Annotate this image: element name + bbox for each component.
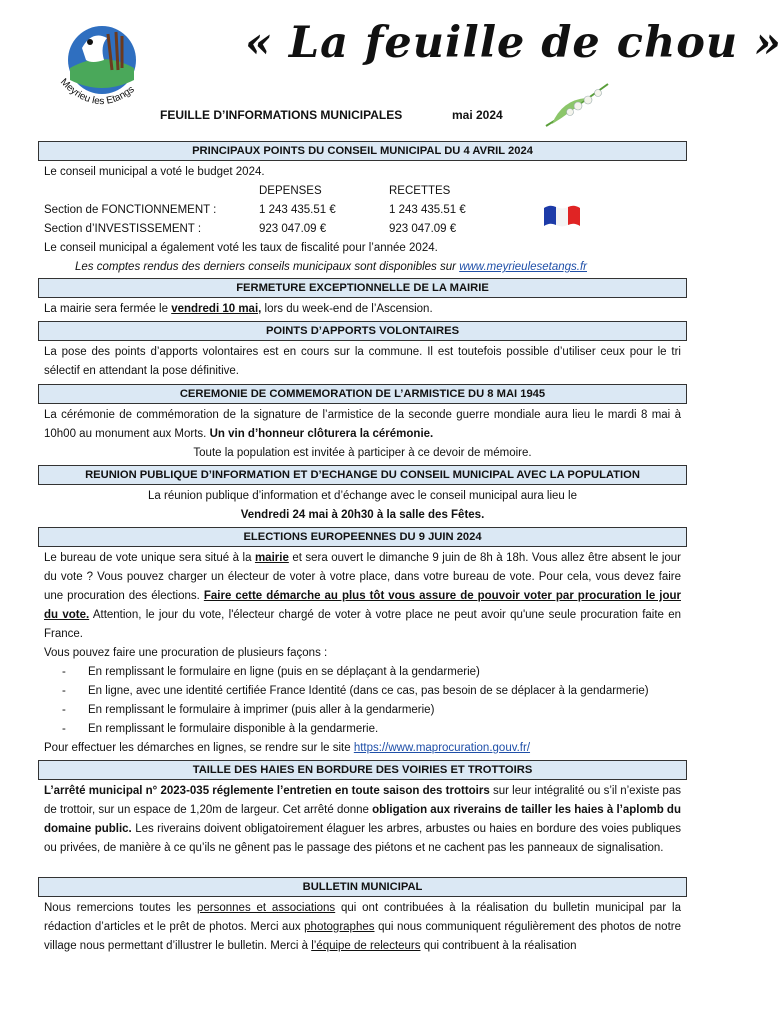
fiscalite-text: Le conseil municipal a également voté les taux de fiscalité pour l’année 2024. <box>44 242 438 254</box>
dash: - <box>62 685 66 697</box>
list-item-text: En ligne, avec une identité certifiée France Identité (dans ce cas, pas besoin de se déplacer à la gendarmerie) <box>88 685 649 697</box>
row-investissement-depenses: 923 047.09 € <box>259 223 327 235</box>
logo-text: Meyrieu les Etangs <box>57 76 137 108</box>
fermeture-text <box>44 300 433 319</box>
dash: - <box>62 666 66 678</box>
section-heading-apports: POINTS D’APPORTS VOLONTAIRES <box>38 321 687 341</box>
reunion-date: Vendredi 24 mai à 20h30 à la salle des Fêtes. <box>240 509 485 521</box>
budget-intro: Le conseil municipal a voté le budget 2024. <box>44 166 265 178</box>
website-link[interactable]: www.meyrieulesetangs.fr <box>459 261 588 273</box>
haies-t4: Les riverains doivent obligatoirement élaguer les arbres, arbustes ou haies en bordure des voies publiques ou privées, de manière à ce qu’ils ne gênent pas le passage des piétons et ne cachent pas les panneaux de signalisation. <box>44 823 681 854</box>
elections-facons: Vous pouvez faire une procuration de plusieurs façons : <box>44 647 328 659</box>
french-flag-icon <box>542 204 582 228</box>
col-recettes: RECETTES <box>389 185 451 197</box>
ceremonie-vin: Un vin d’honneur clôturera la cérémonie. <box>209 428 434 440</box>
bulletin-personnes: personnes et associations <box>196 902 336 914</box>
haies-text <box>44 782 681 858</box>
list-item-text: En remplissant le formulaire disponible à la gendarmerie. <box>88 723 379 735</box>
row-investissement-recettes: 923 047.09 € <box>389 223 457 235</box>
col-depenses: DEPENSES <box>259 185 322 197</box>
comptes-rendus <box>75 258 587 277</box>
fermeture-t1: La mairie sera fermée le <box>44 303 168 315</box>
elections-mairie: mairie <box>254 552 289 564</box>
row-investissement-label: Section d’INVESTISSEMENT : <box>44 223 202 235</box>
section-heading-fermeture: FERMETURE EXCEPTIONNELLE DE LA MAIRIE <box>38 278 687 298</box>
fermeture-date: vendredi 10 mai, <box>171 303 262 315</box>
newsletter-title: « La feuille de chou » <box>245 18 782 68</box>
section-heading-haies: TAILLE DES HAIES EN BORDURE DES VOIRIES ET TROTTOIRS <box>38 760 687 780</box>
ceremonie-text <box>44 406 681 444</box>
haies-arrete: L’arrêté municipal n° 2023-035 réglemente l’entretien en toute saison des trottoirs <box>44 785 490 797</box>
maprocuration-link[interactable]: https://www.maprocuration.gouv.fr/ <box>353 742 531 754</box>
reunion-text: La réunion publique d’information et d’échange avec le conseil municipal aura lieu le <box>148 490 577 502</box>
elections-p1a: Le bureau de vote unique sera situé à la <box>44 552 252 564</box>
list-item-text: En remplissant le formulaire en ligne (puis en se déplaçant à la gendarmerie) <box>88 666 480 678</box>
elections-site-text: Pour effectuer les démarches en lignes, se rendre sur le site <box>44 742 351 754</box>
bulletin-t3: qui ont contribuées à la réalisation du bulletin municipal par la rédaction d’articles et le prêt de photos. Merci aux <box>44 902 681 933</box>
row-fonctionnement-depenses: 1 243 435.51 € <box>259 204 336 216</box>
newsletter-subtitle: FEUILLE D’INFORMATIONS MUNICIPALES <box>160 108 403 122</box>
bulletin-photographes: photographes <box>304 921 375 933</box>
bulletin-t1: Nous remercions toutes les <box>44 902 192 914</box>
elections-p1e: Attention, le jour du vote, l'électeur chargé de voter à votre place ne peut avoir qu'une seule procuration faite en France. <box>44 609 681 640</box>
elections-conseil: Faire cette démarche au plus tôt vous assure de pouvoir voter par procuration le jour du vote. <box>44 590 681 621</box>
fermeture-t3: lors du week-end de l’Ascension. <box>264 303 433 315</box>
section-heading-ceremonie: CEREMONIE DE COMMEMORATION DE L’ARMISTICE DU 8 MAI 1945 <box>38 384 687 404</box>
ceremonie-invitation: Toute la population est invitée à participer à ce devoir de mémoire. <box>193 447 532 459</box>
apports-text: La pose des points d’apports volontaires est en cours sur la commune. Il est toutefois possible d’utiliser ceux pour le tri sélectif en attendant la pose définitive. <box>44 346 681 377</box>
bulletin-t7: qui contribuent à la réalisation <box>423 940 577 952</box>
lily-of-the-valley-illustration <box>542 80 612 128</box>
haies-t2: sur leur intégralité ou s’il n’existe pas de trottoir, sur un espace de 1,20m de largeur. Cet arrêté donne <box>44 785 681 816</box>
dash: - <box>62 704 66 716</box>
section-heading-reunion: REUNION PUBLIQUE D’INFORMATION ET D’ECHANGE DU CONSEIL MUNICIPAL AVEC LA POPULATION <box>38 465 687 485</box>
elections-p1c: et sera ouvert le dimanche 9 juin de 8h à 18h. Vous allez être absent le jour du vote ? Vous pouvez charger un électeur de voter à votre place, dans votre bureau de vote. Pour cela, vous devez faire une procuration des élections. <box>44 552 682 602</box>
elections-text <box>44 549 681 644</box>
village-logo <box>52 20 152 120</box>
newsletter-date: mai 2024 <box>452 108 503 122</box>
bulletin-relecteurs: l’équipe de relecteurs <box>311 940 421 952</box>
row-fonctionnement-label: Section de FONCTIONNEMENT : <box>44 204 217 216</box>
section-heading-conseil: PRINCIPAUX POINTS DU CONSEIL MUNICIPAL DU 4 AVRIL 2024 <box>38 141 687 161</box>
section-heading-elections: ELECTIONS EUROPEENNES DU 9 JUIN 2024 <box>38 527 687 547</box>
comptes-rendus-text: Les comptes rendus des derniers conseils municipaux sont disponibles sur <box>75 261 456 273</box>
elections-site <box>44 739 530 758</box>
row-fonctionnement-recettes: 1 243 435.51 € <box>389 204 466 216</box>
dash: - <box>62 723 66 735</box>
bulletin-t5: qui nous communiquent régulièrement des photos de notre village nous permettant d’illustrer le bulletin. Merci à <box>44 921 681 952</box>
section-heading-bulletin: BULLETIN MUNICIPAL <box>38 877 687 897</box>
bulletin-text <box>44 899 681 956</box>
haies-obligation: obligation aux riverains de tailler les haies à l’aplomb du domaine public. <box>44 804 681 835</box>
ceremonie-t1: La cérémonie de commémoration de la signature de l’armistice de la seconde guerre mondiale aura lieu le mardi 8 mai à 10h00 au monument aux Morts. <box>44 409 681 440</box>
list-item-text: En remplissant le formulaire à imprimer (puis aller à la gendarmerie) <box>88 704 435 716</box>
